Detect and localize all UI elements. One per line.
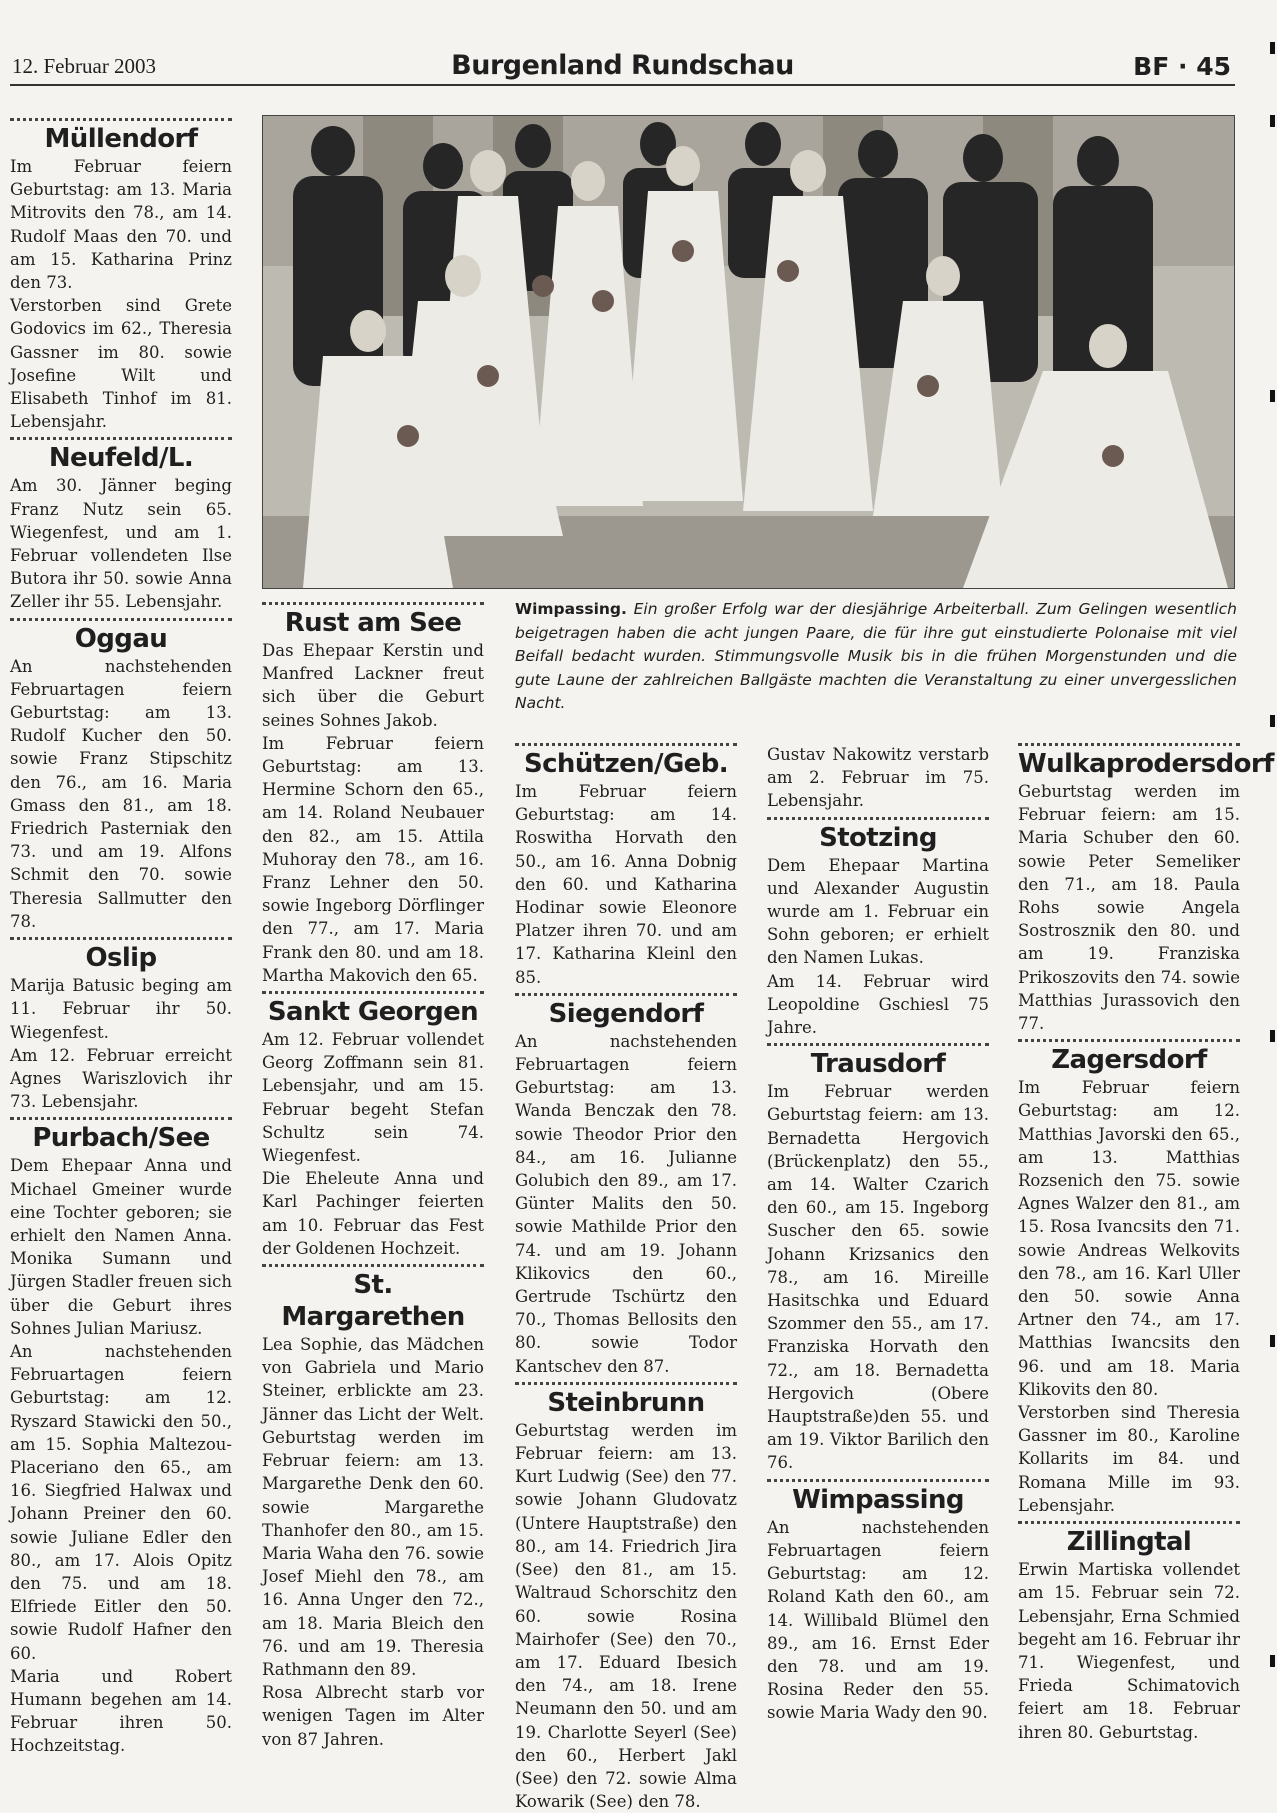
column-5 xyxy=(1018,743,1274,1744)
article-paragraph: Gustav Nakowitz verstarb am 2. Februar im 75. Lebensjahr. xyxy=(767,745,989,811)
article-paragraph: Erwin Martiska vollendet am 15. Februar sein 72. Lebensjahr, Erna Schmied begeht am 16. Februar ihr 71. Wiegenfest, und Frieda Schimatovich feiert am 18. Februar ihren 80. Geburtstag. xyxy=(1018,1560,1240,1742)
article-paragraph: Im Februar feiern Geburtstag: am 13. Hermine Schorn den 65., am 14. Roland Neubauer den 82., am 15. Attila Muhoray den 78., am 16. Franz Lehner den 50. sowie Ingeborg Dörflinger den 77., am 17. Maria Frank den 80. und am 18. Martha Makovich den 65. xyxy=(262,733,484,985)
article-heading: Steinbrunn xyxy=(547,1387,705,1418)
article-paragraph: Marija Batusic beging am 11. Februar ihr 50. Wiegenfest. xyxy=(10,976,232,1042)
article-paragraph: Geburtstag werden im Februar feiern: am 15. Maria Schuber den 60. sowie Peter Semeliker den 71., am 18. Paula Rohs sowie Angela Sostrosznik den 80. und am 19. Franziska Prikoszovits den 74. sowie Matthias Jurassovich den 77. xyxy=(1018,782,1240,1034)
article-paragraph: Am 12. Februar vollendet Georg Zoffmann sein 81. Lebensjahr, und am 15. Februar begeht Stefan Schultz sein 74. Wiegenfest. xyxy=(262,1030,484,1166)
ball-photo-illustration xyxy=(263,116,1234,588)
article-stotzing xyxy=(767,817,989,1040)
column-4 xyxy=(767,743,989,1725)
article-sankt-georgen xyxy=(262,991,484,1260)
article-paragraph: An nachstehenden Februartagen feiern Geburtstag: am 12. Roland Kath den 60., am 14. Willibald Blümel den 89., am 16. Ernst Eder den 78. und am 19. Rosina Reder den 55. sowie Maria Wady den 90. xyxy=(767,1517,989,1723)
article-heading: St. Margarethen xyxy=(281,1270,465,1333)
newspaper-title: Burgenland Rundschau xyxy=(451,50,794,81)
article-steinbrunn xyxy=(515,1382,737,1813)
article-trausdorf xyxy=(767,1043,989,1474)
article-paragraph: Am 12. Februar erreicht Agnes Wariszlovich ihr 73. Lebensjahr. xyxy=(10,1045,232,1112)
article-paragraph: Im Februar werden Geburtstag feiern: am 13. Bernadetta Hergovich (Brückenplatz) den 55., am 14. Walter Czarich den 60., am 15. Ingeborg Suscher den 65. sowie Johann Krizsanics den 78., am 16. Mireille Hasitschka und Eduard Szommer den 55., am 17. Franziska Horvath den 72., am 18. Bernadetta Hergovich (Obere Hauptstraße)den 55. und am 19. Viktor Barilich den 76. xyxy=(767,1082,989,1473)
article-paragraph: Das Ehepaar Kerstin und Manfred Lackner freut sich über die Geburt seines Sohnes Jakob. xyxy=(262,641,484,730)
article-heading: Neufeld/L. xyxy=(48,443,194,474)
article-paragraph: An nachstehenden Februartagen feiern Geburtstag: am 13. Wanda Benczak den 78. sowie Theodor Prior den 84., am 16. Julianne Golubich den 89., am 17. Günter Malits den 50. sowie Mathilde Prior den 74. und am 19. Johann Klikovics den 60., Gertrude Tschürtz den 70., Thomas Bellosits den 80. sowie Todor Kantschev den 87. xyxy=(515,1031,737,1376)
article-heading: Wulkaprodersdorf xyxy=(1018,749,1274,779)
article-paragraph: Am 14. Februar wird Leopoldine Gschiesl 75 Jahre. xyxy=(767,971,989,1038)
article-paragraph: Dem Ehepaar Anna und Michael Gmeiner wurde eine Tochter geboren; sie erhielt den Namen Anna. Monika Sumann und Jürgen Stadler freuen sich über die Geburt ihres Sohnes Julian Mariusz. xyxy=(10,1156,232,1338)
article-zillingtal xyxy=(1018,1521,1240,1744)
article-paragraph: Verstorben sind Grete Godovics im 62., Theresia Gassner im 80. sowie Josefine Wilt und Elisabeth Tinhof im 81. Lebensjahr. xyxy=(10,296,232,432)
article-paragraph: Im Februar feiern Geburtstag: am 12. Matthias Javorski den 65., am 13. Matthias Rozsenich den 75. sowie Agnes Walzer den 81., am 15. Rosa Ivancsits den 71. sowie Andreas Welkovits den 78., am 16. Karl Uller den 50. sowie Anna Artner den 74., am 17. Matthias Iwancsits den 96. und am 18. Maria Klikovits den 80. xyxy=(1018,1078,1240,1399)
article-neufeld xyxy=(10,437,232,613)
page-number: BF · 45 xyxy=(1133,52,1231,81)
article-heading: Rust am See xyxy=(284,608,462,638)
article-wimpassing xyxy=(767,1479,989,1725)
article-paragraph: Die Eheleute Anna und Karl Pachinger feierten am 10. Februar das Fest der Goldenen Hochzeit. xyxy=(262,1169,484,1258)
article-paragraph: Geburtstag werden im Februar feiern: am 13. Kurt Ludwig (See) den 77. sowie Johann Gludovatz (Untere Hauptstraße) den 80., am 14. Friedrich Jira (See) den 81., am 15. Waltraud Schorschitz den 60. sowie Rosina Mairhofer (See) den 70., am 17. Eduard Ibesich den 74., am 18. Irene Neumann den 50. und am 19. Charlotte Seyerl (See) den 60., Herbert Jakl (See) den 72. sowie Alma Kowarik (See) den 78. xyxy=(515,1420,737,1812)
article-heading: Sankt Georgen xyxy=(267,997,479,1028)
article-heading: Trausdorf xyxy=(810,1049,946,1080)
article-paragraph: Maria und Robert Humann begehen am 14. Februar ihren 50. Hochzeitstag. xyxy=(10,1666,232,1756)
article-paragraph: Im Februar feiern Geburtstag: am 13. Maria Mitrovits den 78., am 14. Rudolf Maas den 70. und am 15. Katharina Prinz den 73. xyxy=(10,157,232,293)
article-heading: Zillingtal xyxy=(1066,1527,1192,1558)
column-3 xyxy=(515,743,737,1813)
photo-caption xyxy=(515,598,1237,716)
article-schuetzen xyxy=(515,743,737,989)
article-paragraph: Rosa Albrecht starb vor wenigen Tagen im Alter von 87 Jahren. xyxy=(262,1683,484,1749)
ball-photo xyxy=(262,115,1235,589)
article-oggau xyxy=(10,618,232,933)
caption-text: Ein großer Erfolg war der diesjährige Arbeiterball. Zum Gelingen wesentlich beigetragen haben die acht jungen Paare, die für ihre gut einstudierte Polonaise mit viel Beifall bedacht wurden. Stimmungsvolle Musik bis in die frühen Morgenstunden und die gute Laune der zahlreichen Ballgäste machten die Veranstaltung zu einer unvergesslichen Nacht. xyxy=(515,600,1238,712)
column-1 xyxy=(10,118,232,1758)
article-heading: Oslip xyxy=(85,943,157,974)
article-wulkaprodersdorf xyxy=(1018,743,1274,1035)
article-heading: Oggau xyxy=(74,623,168,654)
page-header xyxy=(10,50,1235,86)
caption-lead: Wimpassing. xyxy=(515,600,627,618)
article-purbach xyxy=(10,1117,232,1757)
article-zagersdorf xyxy=(1018,1039,1240,1517)
article-oslip xyxy=(10,937,232,1113)
article-paragraph: Im Februar feiern Geburtstag: am 14. Roswitha Horvath den 50., am 16. Anna Dobnig den 60. und Katharina Hodinar sowie Eleonore Platzer ihren 70. und am 17. Katharina Kleinl den 85. xyxy=(515,782,737,987)
article-muellendorf xyxy=(10,118,232,433)
article-siegendorf xyxy=(515,993,737,1378)
article-heading: Zagersdorf xyxy=(1051,1045,1207,1076)
article-rust xyxy=(262,602,484,987)
article-st-margarethen xyxy=(262,1264,484,1751)
article-paragraph: Am 30. Jänner beging Franz Nutz sein 65. Wiegenfest, und am 1. Februar vollendeten Ilse Butora ihr 50. sowie Anna Zeller ihr 55. Lebensjahr. xyxy=(10,476,232,612)
article-paragraph: Dem Ehepaar Martina und Alexander Augustin wurde am 1. Februar ein Sohn geboren; er erhielt den Namen Lukas. xyxy=(767,855,989,968)
article-heading: Siegendorf xyxy=(548,998,704,1029)
article-heading: Müllendorf xyxy=(44,124,198,154)
issue-date: 12. Februar 2003 xyxy=(12,54,157,78)
article-paragraph: Lea Sophie, das Mädchen von Gabriela und Mario Steiner, erblickte am 23. Jänner das Licht der Welt. Geburtstag werden im Februar feiern: am 13. Margarethe Denk den 60. sowie Margarethe Thanhofer den 80., am 15. Maria Waha den 76. sowie Josef Miehl den 78., am 16. Anna Unger den 72., am 18. Maria Bleich den 76. und am 19. Theresia Rathmann den 89. xyxy=(262,1335,484,1679)
article-paragraph: An nachstehenden Februartagen feiern Geburtstag: am 12. Ryszard Stawicki den 50., am 15. Sophia Maltezou-Placeriano den 65., am 16. Siegfried Halwax und Johann Preiner den 60. sowie Juliane Edler den 80., am 17. Alois Opitz den 75. und am 18. Elfriede Eitler den 50. sowie Rudolf Hafner den 60. xyxy=(10,1341,232,1663)
column-2 xyxy=(262,602,484,1751)
article-heading: Schützen/Geb. xyxy=(523,749,729,779)
article-paragraph: An nachstehenden Februartagen feiern Geburtstag: am 13. Rudolf Kucher den 50. sowie Franz Stipschitz den 76., am 16. Maria Gmass den 81., am 18. Friedrich Pasterniak den 73. und am 19. Alfons Schmit den 70. sowie Theresia Sallmutter den 78. xyxy=(10,656,232,931)
article-paragraph: Verstorben sind Theresia Gassner im 80., Karoline Kollarits im 84. und Romana Mille im 93. Lebensjahr. xyxy=(1018,1403,1240,1515)
article-heading: Wimpassing xyxy=(792,1484,964,1515)
article-heading: Purbach/See xyxy=(32,1123,210,1154)
article-heading: Stotzing xyxy=(819,822,937,853)
scan-edge-marks xyxy=(1269,0,1277,1800)
